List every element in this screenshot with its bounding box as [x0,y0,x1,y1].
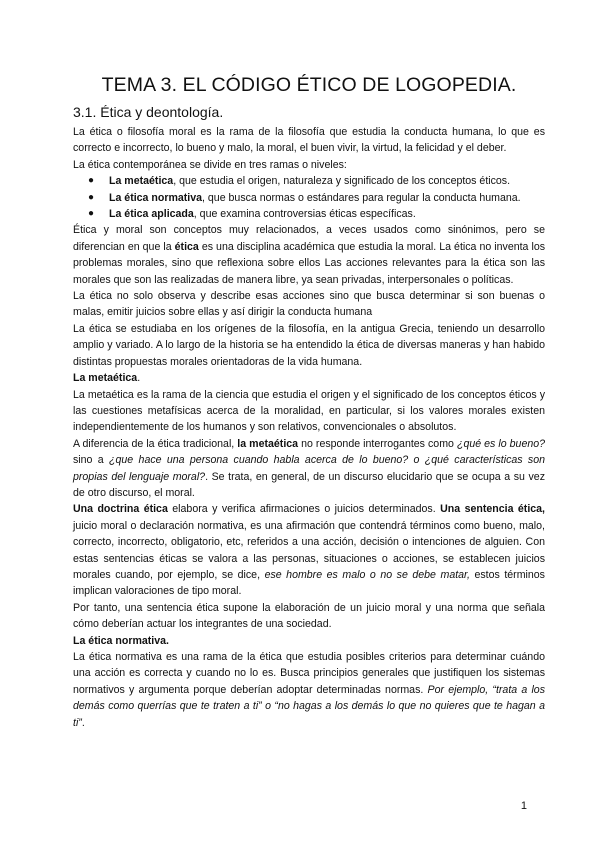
bullet-icon: ● [88,191,95,203]
page-number: 1 [520,800,527,812]
paragraph-doctrina: Una doctrina ética elabora y verifica afirmaciones o juicios determinados. Una sentencia ética, juicio moral o declaración normativa, es una afirmación que contendrá términos como bueno, malo, correcto, incorrecto, obligatorio, etc, referidos a una acción, decisión o intenciones de alguien. Con estas sentencias éticas se valora a las personas, situaciones o acciones, se establecen juicios morales cuando, por ejemplo, se dice, ese hombre es malo o no se debe matar, estos términos implican valoraciones de tipo moral. [73,503,545,598]
paragraph-diferencia: A diferencia de la ética tradicional, la metaética no responde interrogantes como ¿qué es lo bueno? sino a ¿que hace una persona cuando habla acerca de lo bueno? o ¿qué características son propias del lenguaje moral?. Se trata, en general, de un discurso elucidario que se ocupa a su vez de otro discurso, el moral. [73,437,546,499]
page-title: TEMA 3. EL CÓDIGO ÉTICO DE LOGOPEDIA. [101,74,517,96]
paragraph-normativa: La ética normativa es una rama de la ética que estudia posibles criterios para determinar cuándo una acción es correcta y cuando no lo es. Busca principios generales que justifiquen los sistemas normativos y argumenta porque deberían adoptar determinadas normas. Por ejemplo, “trata a los demás como querrías que te traten a ti” o “no hagas a los demás lo que no quieres que te hagan a ti”. [73,651,545,729]
heading-normativa: La ética normativa. [73,634,169,647]
list-item: ● La ética normativa, que busca normas o estándares para regular la conducta humana. [109,190,545,206]
paragraph-branches: La ética contemporánea se divide en tres ramas o niveles: [73,158,347,171]
paragraph-observa: La ética no solo observa y describe esas acciones sino que busca determinar si son buenas o malas, emitir juicios sobre ellas y así dirigir la conducta humana [73,290,545,319]
paragraph-portanto: Por tanto, una sentencia ética supone la elaboración de un juicio moral y una norma que señala cómo deberían actuar los integrantes de una sociedad. [73,601,545,631]
list-item: ● La metaética, que estudia el origen, naturaleza y significado de los conceptos éticos. [109,173,545,189]
heading-metaetica: La metaética. [73,372,141,385]
paragraph-historia: La ética se estudiaba en los orígenes de la filosofía, en la antigua Grecia, teniendo un desarrollo amplio y variado. A lo largo de la historia se ha entendido la ética de diversas maneras y han habido distintas propuestas morales orientadoras de la vida humana. [73,322,545,368]
paragraph-intro: La ética o filosofía moral es la rama de la filosofía que estudia la conducta humana, lo que es correcto e incorrecto, lo bueno y malo, la moral, el buen vivir, la virtud, la felicidad y el deber. [73,126,545,155]
branches-list [73,173,545,222]
section-heading: 3.1. Ética y deontología. [73,104,224,120]
bullet-icon: ● [88,208,95,220]
list-item: ● La ética aplicada, que examina controversias éticas específicas. [109,206,545,222]
bullet-icon: ● [88,175,95,187]
document-page [73,74,545,731]
paragraph-metaetica: La metaética es la rama de la ciencia que estudia el origen y el significado de los conceptos éticos y las cuestiones metafísicas acerca de la moralidad, en particular, si los valores morales existen independientemente de los humanos y son relativos, convencionales o absolutos. [73,388,545,434]
paragraph-moral: Ética y moral son conceptos muy relacionados, a veces usados como sinónimos, pero se diferencian en que la ética es una disciplina académica que estudia la moral. La ética no inventa los problemas morales, sino que reflexiona sobre ellos Las acciones relevantes para la ética son las morales que son las realizadas de manera libre, ya sean privadas, interpersonales o políticas. [73,224,546,286]
